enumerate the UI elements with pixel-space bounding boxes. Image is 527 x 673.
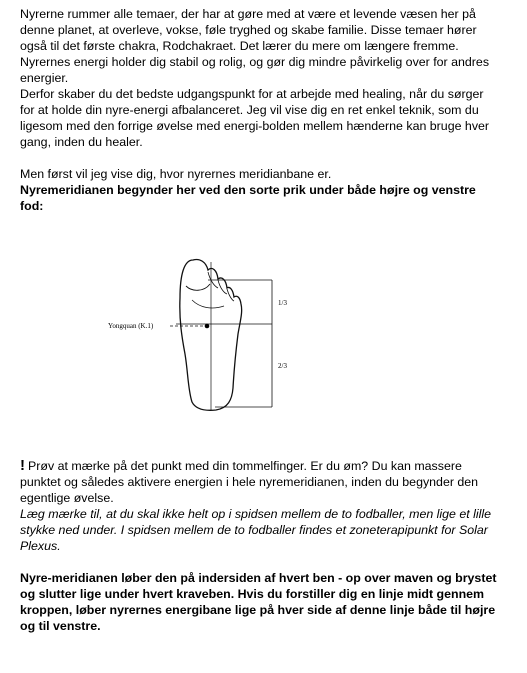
meridian-path-paragraph: Nyre-meridianen løber den på indersiden af hvert ben - op over maven og brystet og slutter lige under hvert kraveben. Hvis du forstiller dig en linje midt gennem kroppen, løber nyrernes energibane lige på hver side af denne linje både til højre og til venstre.: [20, 571, 497, 633]
massage-text: Prøv at mærke på det punkt med din tommelfinger. Er du øm? Du kan massere punktet og således aktivere energien i hele nyremeridianen, inden du begynder den egentlige øvelse.: [20, 459, 479, 505]
exclamation-mark: !: [20, 457, 25, 474]
upper-fraction-label: 1/3: [278, 299, 287, 307]
intro-paragraph: [20, 6, 500, 150]
yongquan-label: Yongquan (K.1): [108, 322, 154, 330]
healing-text: Derfor skaber du det bedste udgangspunkt for at arbejde med healing, når du sørger for at holde din nyre-energi afbalanceret. Jeg vil vise dig en ret enkel teknik, som du ligesom med den forrige øvelse med energi-bolden mellem hænderne kan bruge hver gang, inden du healer.: [20, 87, 490, 149]
meridian-intro-paragraph: Men først vil jeg vise dig, hvor nyrernes meridianbane er.: [20, 167, 332, 181]
note-italic-text: Læg mærke til, at du skal ikke helt op i spidsen mellem de to fodballer, men lige et lille stykke ned under. I spidsen mellem de to fodballer findes et zoneterapipunkt for Solar Plexus.: [20, 507, 492, 553]
foot-diagram: [100, 250, 320, 416]
massage-paragraph: [20, 458, 500, 554]
ball-line: [192, 300, 224, 308]
yongquan-point: [205, 324, 210, 329]
foot-illustration: [100, 250, 320, 416]
intro-text: Nyrerne rummer alle temaer, der har at gøre med at være et levende væsen her på denne planet, at overleve, vokse, føle tryghed og skabe familie. Disse temaer hører også til det første chakra, Rodchakraet. Det lærer du mere om længere fremme. Nyrernes energi holder dig stabil og rolig, og gør dig mindre påvirkelig over for andres energier.: [20, 7, 490, 85]
big-toe-line: [186, 284, 210, 290]
lower-fraction-label: 2/3: [278, 362, 287, 370]
meridian-start-heading: Nyremeridianen begynder her ved den sorte prik under både højre og venstre fod:: [20, 183, 476, 213]
